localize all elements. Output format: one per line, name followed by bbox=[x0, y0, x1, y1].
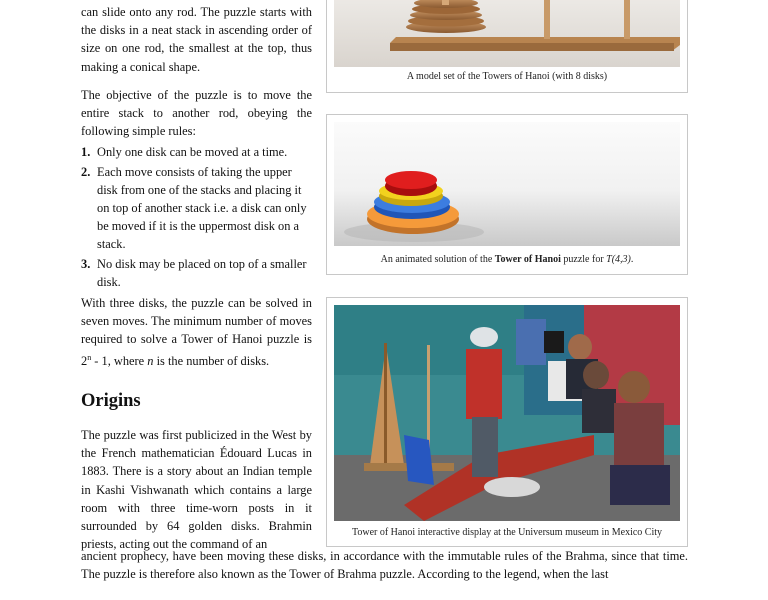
rule-number: 2. bbox=[81, 164, 91, 179]
exponent: n bbox=[87, 352, 92, 362]
figure-museum-display bbox=[326, 297, 688, 547]
rule-number: 1. bbox=[81, 145, 91, 160]
figure-caption: A model set of the Towers of Hanoi (with 8 disks) bbox=[406, 71, 608, 82]
intro-paragraph: can slide onto any rod. The puzzle starts with the disks in a neat stack in ascending order of size on one rod, the smallest at the top, thus making a conical shape. bbox=[81, 5, 312, 74]
section-heading-origins: Origins bbox=[81, 390, 141, 411]
colored-hanoi-image bbox=[334, 122, 680, 246]
wooden-hanoi-image bbox=[334, 0, 680, 67]
figure-animated-solution bbox=[326, 114, 688, 275]
figure-wooden-model bbox=[326, 0, 688, 93]
objective-paragraph: The objective of the puzzle is to move the entire stack to another rod, obeying the following simple rules: bbox=[81, 87, 312, 139]
rule-number: 3. bbox=[81, 256, 91, 271]
left-text-column bbox=[81, 0, 312, 553]
rule-text: No disk may be placed on top of a smaller disk. bbox=[97, 256, 307, 289]
figure-caption: An animated solution of the Tower of Hanoi puzzle for T(4,3). bbox=[380, 254, 634, 265]
origins-paragraph: The puzzle was first publicized in the West by the French mathematician Édouard Lucas in 1883. There is a story about an Indian temple in Kashi Vishwanath which contains a large room with three time-worn posts in it surrounded by 64 golden disks. Brahmin priests, acting out the command of an bbox=[81, 427, 312, 552]
rule-text: Only one disk can be moved at a time. bbox=[97, 145, 288, 160]
full-width-paragraph: ancient prophecy, have been moving these disks, in accordance with the immutable rules of the Brahma, since that time. The puzzle is therefore also known as the Tower of Brahma puzzle. According to the legend, when the last bbox=[81, 549, 688, 582]
moves-paragraph: With three disks, the puzzle can be solved in seven moves. The minimum number of moves required to solve a Tower of Hanoi puzzle is 2$^n$ - 1, where n is the number of disks. bbox=[81, 296, 312, 368]
rule-item bbox=[81, 143, 312, 161]
figure-caption: Tower of Hanoi interactive display at the Universum museum in Mexico City bbox=[351, 527, 663, 538]
rule-item bbox=[81, 163, 312, 254]
museum-photo bbox=[334, 305, 680, 521]
rule-text: Each move consists of taking the upper disk from one of the stacks and placing it on top of another stack i.e. a disk can only be moved if it is the uppermost disk on a stack. bbox=[97, 164, 307, 252]
rules-list bbox=[81, 143, 312, 291]
rule-item bbox=[81, 255, 312, 291]
